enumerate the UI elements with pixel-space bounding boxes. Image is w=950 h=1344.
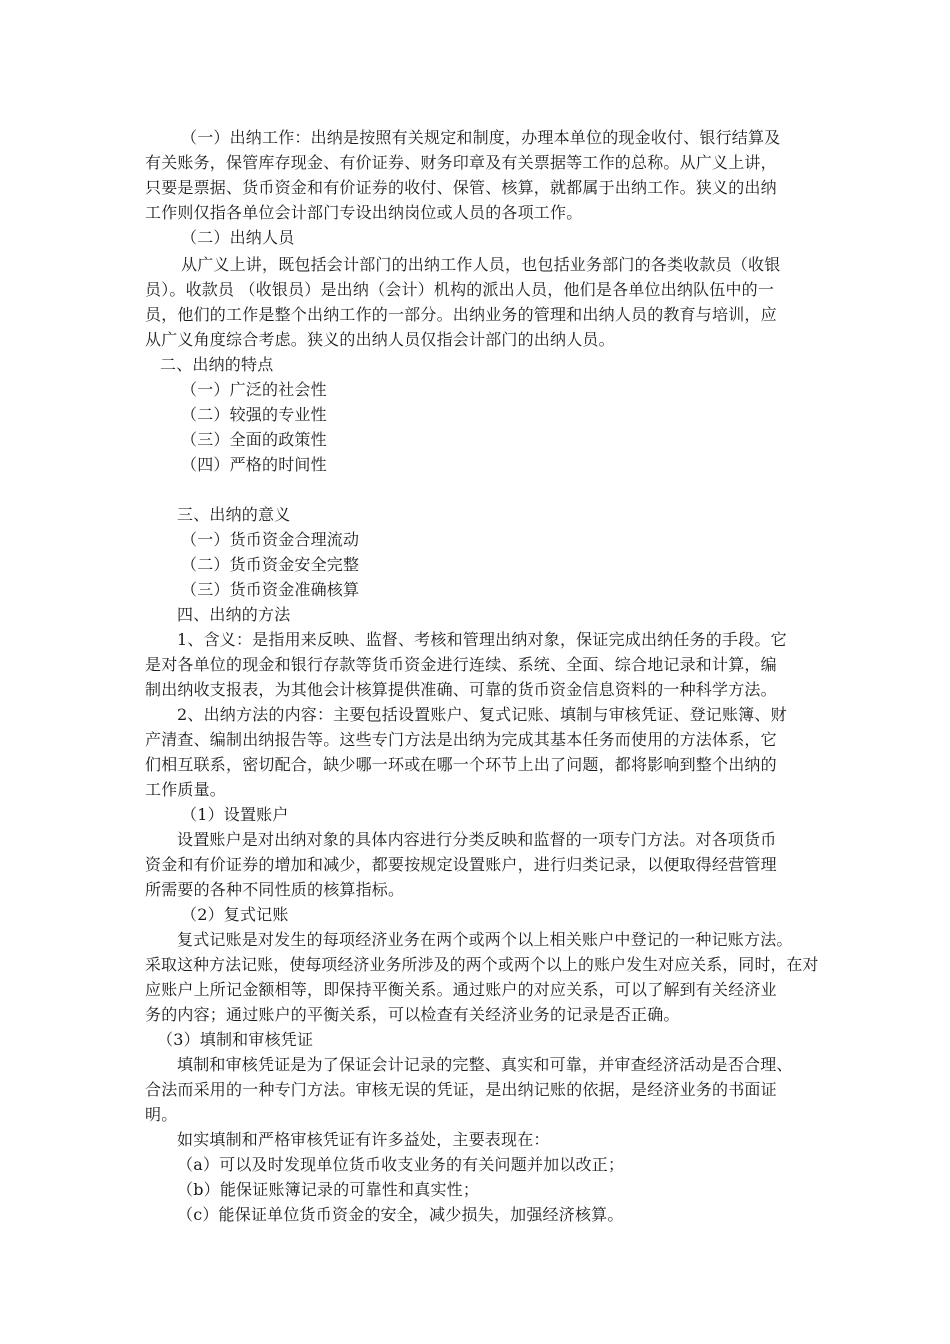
text-line: （a）可以及时发现单位货币收支业务的有关问题并加以改正； [177,1155,625,1174]
section-heading: 二、出纳的特点 [160,355,274,374]
text-line: 应账户上所记金额相等，即保持平衡关系。通过账户的对应关系，可以了解到有关经济业 [145,980,777,999]
text-line: 员，他们的工作是整个出纳工作的一部分。出纳业务的管理和出纳人员的教育与培训，应 [145,305,777,324]
section-heading: （二）出纳人员 [181,228,295,247]
text-line: （c）能保证单位货币资金的安全，减少损失，加强经济核算。 [177,1205,624,1224]
text-line: 从广义角度综合考虑。狭义的出纳人员仅指会计部门的出纳人员。 [145,330,615,349]
subsection-heading: （1）设置账户 [181,805,289,824]
text-line: （三）货币资金准确核算 [181,580,360,599]
text-line: 合法而采用的一种专门方法。审核无误的凭证，是出纳记账的依据，是经济业务的书面证 [145,1080,777,1099]
subsection-heading: （3）填制和审核凭证 [157,1030,314,1049]
text-line: 资金和有价证券的增加和减少，都要按规定设置账户，进行归类记录，以便取得经营管理 [145,855,777,874]
text-line: 填制和审核凭证是为了保证会计记录的完整、真实和可靠，并审查经济活动是否合理、 [177,1055,793,1074]
text-line: 是对各单位的现金和银行存款等货币资金进行连续、系统、全面、综合地记录和计算，编 [145,655,777,674]
text-line: 所需要的各种不同性质的核算指标。 [145,880,405,899]
text-line: 产清查、编制出纳报告等。这些专门方法是出纳为完成其基本任务而使用的方法体系，它 [145,730,777,749]
text-line: 有关账务，保管库存现金、有价证券、财务印章及有关票据等工作的总称。从广义上讲， [145,153,777,172]
text-line: 如实填制和严格审核凭证有许多益处，主要表现在： [177,1130,550,1149]
text-line: （b）能保证账簿记录的可靠性和真实性； [177,1180,480,1199]
subsection-heading: （2）复式记账 [181,905,289,924]
text-line: 设置账户是对出纳对象的具体内容进行分类反映和监督的一项专门方法。对各项货币 [177,830,777,849]
text-line: （三）全面的政策性 [181,430,327,449]
text-line: 1、含义：是指用来反映、监督、考核和管理出纳对象，保证完成出纳任务的手段。它 [177,630,787,649]
text-line: （一）广泛的社会性 [181,380,327,399]
text-line: 2、出纳方法的内容：主要包括设置账户、复式记账、填制与审核凭证、登记账簿、财 [177,705,787,724]
text-line: 工作质量。 [145,780,227,799]
text-line: （一）货币资金合理流动 [181,530,360,549]
text-line: 员）。收款员 （收银员）是出纳（会计）机构的派出人员，他们是各单位出纳队伍中的一 [145,280,775,299]
text-line: 们相互联系，密切配合，缺少哪一环或在哪一个环节上出了问题，都将影响到整个出纳的 [145,755,777,774]
section-heading: 三、出纳的意义 [177,505,291,524]
text-line: 务的内容；通过账户的平衡关系，可以检查有关经济业务的记录是否正确。 [145,1005,680,1024]
text-line: 明。 [145,1105,178,1124]
paragraph-line: （一）出纳工作：出纳是按照有关规定和制度，办理本单位的现金收付、银行结算及 [181,128,781,147]
text-line: （四）严格的时间性 [181,455,327,474]
text-line: 制出纳收支报表，为其他会计核算提供准确、可靠的货币资金信息资料的一种科学方法。 [145,680,777,699]
section-heading: 四、出纳的方法 [177,605,291,624]
text-line: 只要是票据、货币资金和有价证券的收付、保管、核算，就都属于出纳工作。狭义的出纳 [145,178,777,197]
text-line: 从广义上讲，既包括会计部门的出纳工作人员，也包括业务部门的各类收款员（收银 [181,255,781,274]
text-line: 复式记账是对发生的每项经济业务在两个或两个以上相关账户中登记的一种记账方法。 [177,930,793,949]
text-line: 工作则仅指各单位会计部门专设出纳岗位或人员的各项工作。 [145,203,583,222]
text-line: （二）较强的专业性 [181,405,327,424]
text-line: 采取这种方法记账，使每项经济业务所涉及的两个或两个以上的账户发生对应关系，同时，在对 [145,955,819,974]
text-line: （二）货币资金安全完整 [181,555,360,574]
